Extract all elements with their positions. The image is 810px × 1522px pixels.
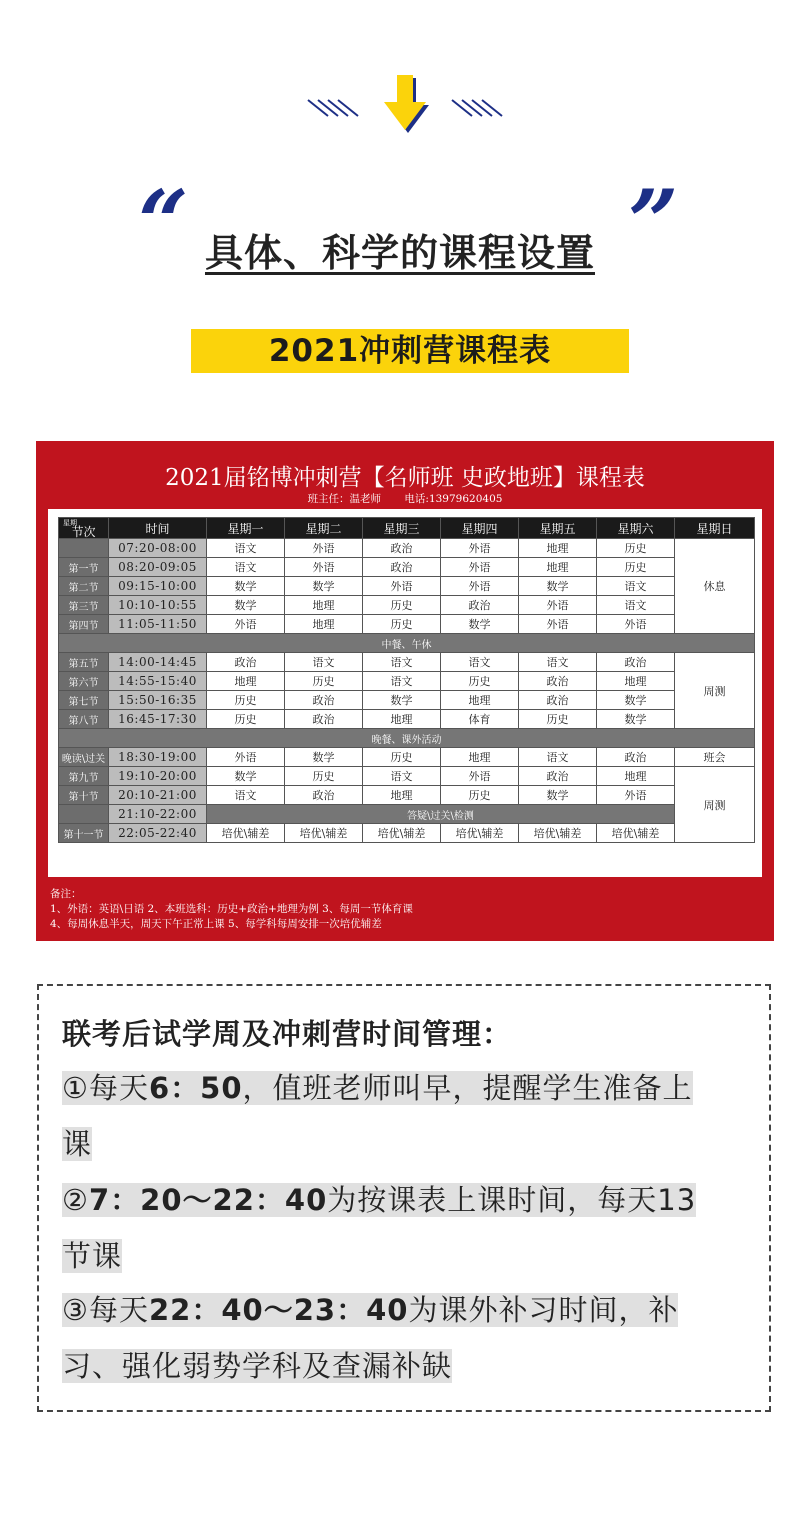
table-cell: 休息 — [675, 539, 755, 634]
table-cell: 培优\辅差 — [285, 824, 363, 843]
table-cell: 地理 — [441, 748, 519, 767]
table-cell: 晚餐、课外活动 — [59, 729, 755, 748]
table-row — [59, 672, 755, 691]
table-cell: 地理 — [363, 786, 441, 805]
table-cell: 11:05-11:50 — [109, 615, 207, 634]
table-row — [59, 748, 755, 767]
table-cell: 外语 — [597, 615, 675, 634]
column-header: 星期六 — [597, 518, 675, 539]
table-cell: 历史 — [207, 691, 285, 710]
schedule-table — [58, 517, 755, 843]
table-row — [59, 786, 755, 805]
table-cell: 历史 — [285, 767, 363, 786]
table-cell: 培优\辅差 — [441, 824, 519, 843]
table-cell: 语文 — [363, 653, 441, 672]
table-cell: 外语 — [207, 748, 285, 767]
table-cell: 语文 — [519, 653, 597, 672]
table-cell — [59, 539, 109, 558]
note-line: 备注： — [50, 888, 82, 900]
teacher-label: 班主任：温老师 — [307, 493, 382, 505]
open-quote-mark: “ — [138, 170, 189, 274]
table-cell: 10:10-10:55 — [109, 596, 207, 615]
table-cell: 第十节 — [59, 786, 109, 805]
column-header: 星期四 — [441, 518, 519, 539]
table-cell: 数学 — [519, 577, 597, 596]
table-cell: 第九节 — [59, 767, 109, 786]
table-cell: 历史 — [363, 596, 441, 615]
table-cell: 语文 — [207, 539, 285, 558]
table-cell: 地理 — [285, 615, 363, 634]
table-cell: 历史 — [363, 748, 441, 767]
table-cell: 第三节 — [59, 596, 109, 615]
table-cell: 第二节 — [59, 577, 109, 596]
table-cell: 07:20-08:00 — [109, 539, 207, 558]
table-cell: 08:20-09:05 — [109, 558, 207, 577]
table-cell: 培优\辅差 — [363, 824, 441, 843]
schedule-contact — [36, 491, 774, 506]
table-row — [59, 805, 755, 824]
table-cell: 第七节 — [59, 691, 109, 710]
table-cell — [59, 805, 109, 824]
table-cell: 第十一节 — [59, 824, 109, 843]
table-cell: 语文 — [285, 653, 363, 672]
table-cell: 数学 — [285, 577, 363, 596]
table-cell: 周测 — [675, 653, 755, 729]
table-cell: 数学 — [363, 691, 441, 710]
column-header: 星期日 — [675, 518, 755, 539]
table-cell: 第八节 — [59, 710, 109, 729]
table-cell: 19:10-20:00 — [109, 767, 207, 786]
table-cell: 政治 — [441, 596, 519, 615]
table-cell: 培优\辅差 — [207, 824, 285, 843]
table-cell: 语文 — [207, 786, 285, 805]
table-cell: 班会 — [675, 748, 755, 767]
table-row — [59, 539, 755, 558]
table-cell: 历史 — [441, 672, 519, 691]
table-cell: 体育 — [441, 710, 519, 729]
table-cell: 政治 — [597, 748, 675, 767]
table-cell: 18:30-19:00 — [109, 748, 207, 767]
table-cell: 地理 — [441, 691, 519, 710]
table-cell: 数学 — [519, 786, 597, 805]
table-cell: 第六节 — [59, 672, 109, 691]
table-cell: 14:00-14:45 — [109, 653, 207, 672]
info-line-1: ①每天6：50，值班老师叫早，提醒学生准备上 — [62, 1071, 693, 1105]
table-row — [59, 634, 755, 653]
note-line: 1、外语：英语\日语 2、本班选科：历史+政治+地理为例 3、每周一节体育课 — [50, 903, 413, 915]
table-cell: 14:55-15:40 — [109, 672, 207, 691]
table-cell: 外语 — [519, 615, 597, 634]
table-cell: 第四节 — [59, 615, 109, 634]
table-cell: 政治 — [285, 786, 363, 805]
info-line-5: ③每天22：40～23：40为课外补习时间，补 — [62, 1293, 679, 1327]
table-cell: 历史 — [363, 615, 441, 634]
table-cell: 政治 — [597, 653, 675, 672]
info-title: 联考后试学周及冲刺营时间管理： — [62, 1017, 513, 1051]
table-cell: 政治 — [363, 558, 441, 577]
table-cell: 历史 — [597, 558, 675, 577]
table-cell: 外语 — [441, 539, 519, 558]
column-header: 星期三 — [363, 518, 441, 539]
table-row — [59, 558, 755, 577]
table-cell: 第一节 — [59, 558, 109, 577]
table-cell: 16:45-17:30 — [109, 710, 207, 729]
table-cell: 历史 — [285, 672, 363, 691]
table-cell: 历史 — [441, 786, 519, 805]
table-row — [59, 729, 755, 748]
table-cell: 语文 — [207, 558, 285, 577]
table-cell: 20:10-21:00 — [109, 786, 207, 805]
down-arrow-icon — [300, 70, 510, 140]
table-cell: 周测 — [675, 767, 755, 843]
table-cell: 语文 — [597, 577, 675, 596]
table-cell: 政治 — [519, 672, 597, 691]
table-cell: 语文 — [441, 653, 519, 672]
table-cell: 数学 — [285, 748, 363, 767]
table-cell: 外语 — [519, 596, 597, 615]
table-row — [59, 577, 755, 596]
schedule-title: 2021届铭博冲刺营【名师班 史政地班】课程表 — [165, 465, 645, 491]
table-cell: 培优\辅差 — [597, 824, 675, 843]
table-cell: 数学 — [207, 767, 285, 786]
close-quote-mark: ” — [628, 170, 679, 274]
table-cell: 数学 — [441, 615, 519, 634]
table-cell: 21:10-22:00 — [109, 805, 207, 824]
table-cell: 外语 — [207, 615, 285, 634]
table-cell: 政治 — [363, 539, 441, 558]
table-cell: 外语 — [441, 767, 519, 786]
table-row — [59, 596, 755, 615]
phone-label: 电话:13979620405 — [404, 493, 503, 505]
table-cell: 晚读\过关 — [59, 748, 109, 767]
table-cell: 语文 — [363, 767, 441, 786]
table-row — [59, 710, 755, 729]
column-header: 时间 — [109, 518, 207, 539]
info-line-6: 习、强化弱势学科及查漏补缺 — [62, 1349, 453, 1383]
section-heading: 具体、科学的课程设置 — [204, 231, 595, 275]
info-line-4: 节课 — [62, 1239, 123, 1273]
table-cell: 外语 — [363, 577, 441, 596]
table-cell: 地理 — [597, 672, 675, 691]
column-header: 星期五 — [519, 518, 597, 539]
table-cell: 地理 — [519, 558, 597, 577]
table-cell: 地理 — [285, 596, 363, 615]
table-row — [59, 615, 755, 634]
table-cell: 地理 — [597, 767, 675, 786]
column-header: 星期 节次 — [59, 518, 109, 539]
table-cell: 第五节 — [59, 653, 109, 672]
schedule-notes — [50, 887, 413, 932]
table-cell: 地理 — [519, 539, 597, 558]
table-cell: 政治 — [207, 653, 285, 672]
table-cell: 数学 — [207, 596, 285, 615]
table-cell: 外语 — [597, 786, 675, 805]
table-row — [59, 691, 755, 710]
info-line-2: 课 — [62, 1127, 93, 1161]
table-cell: 语文 — [519, 748, 597, 767]
table-cell: 政治 — [285, 710, 363, 729]
table-cell: 外语 — [285, 539, 363, 558]
column-header: 星期一 — [207, 518, 285, 539]
info-line-3: ②7：20～22：40为按课表上课时间，每天13 — [62, 1183, 697, 1217]
schedule-table-area — [48, 509, 762, 877]
table-row — [59, 767, 755, 786]
table-cell: 语文 — [363, 672, 441, 691]
table-cell: 外语 — [285, 558, 363, 577]
table-row — [59, 824, 755, 843]
table-cell: 政治 — [519, 691, 597, 710]
table-cell: 地理 — [207, 672, 285, 691]
table-cell: 数学 — [597, 710, 675, 729]
note-line: 4、每周休息半天，周天下午正常上课 5、每学科每周安排一次培优辅差 — [50, 918, 382, 930]
table-cell: 外语 — [441, 558, 519, 577]
table-cell: 22:05-22:40 — [109, 824, 207, 843]
table-cell: 政治 — [285, 691, 363, 710]
table-cell: 15:50-16:35 — [109, 691, 207, 710]
table-cell: 地理 — [363, 710, 441, 729]
schedule-image — [36, 441, 774, 941]
table-cell: 政治 — [519, 767, 597, 786]
sub-title: 2021冲刺营课程表 — [268, 333, 552, 369]
table-cell: 历史 — [519, 710, 597, 729]
table-cell: 语文 — [597, 596, 675, 615]
table-cell: 外语 — [441, 577, 519, 596]
table-cell: 数学 — [207, 577, 285, 596]
table-cell: 答疑\过关\检测 — [207, 805, 675, 824]
table-row — [59, 653, 755, 672]
table-cell: 历史 — [207, 710, 285, 729]
table-cell: 培优\辅差 — [519, 824, 597, 843]
table-cell: 中餐、午休 — [59, 634, 755, 653]
table-cell: 数学 — [597, 691, 675, 710]
table-cell: 09:15-10:00 — [109, 577, 207, 596]
column-header: 星期二 — [285, 518, 363, 539]
table-header-row — [59, 518, 755, 539]
table-cell: 历史 — [597, 539, 675, 558]
